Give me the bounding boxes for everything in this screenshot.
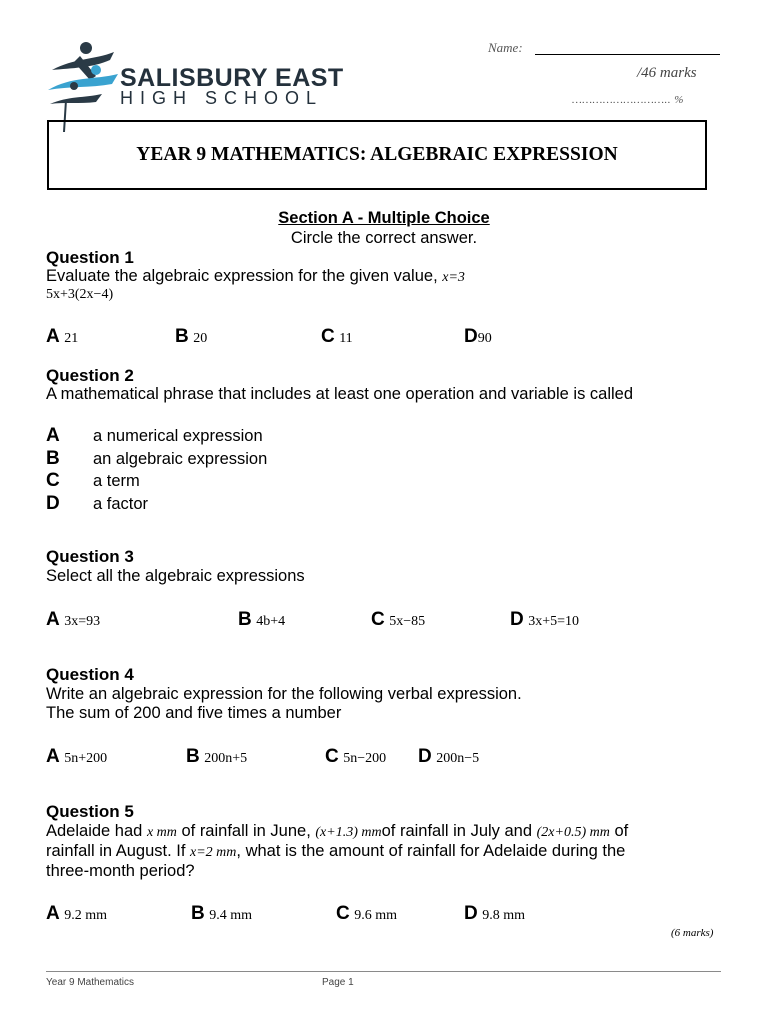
option-letter: C [371,609,385,630]
question-4-text-line2: The sum of 200 and five times a number [46,704,342,722]
q5-math: x=2 mm [190,845,237,860]
q4-option-c[interactable] [325,746,386,768]
q5-math: (x+1.3) mm [315,825,382,840]
question-5-title: Question 5 [46,802,134,821]
q4-option-a[interactable] [46,746,107,768]
title-box [47,120,707,190]
option-letter: D [464,326,478,347]
q2-option-b-letter[interactable]: B [46,448,60,469]
question-4-text-line1: Write an algebraic expression for the following verbal expression. [46,685,522,703]
question-1-expression: 5x+3(2x−4) [46,287,114,302]
option-value: 9.6 mm [354,908,397,923]
q5-text: , what is the amount of rainfall for Adelaide during the [236,842,626,860]
q5-math: x mm [146,825,177,840]
q3-option-a[interactable] [46,609,100,631]
q5-option-d[interactable] [464,903,525,925]
option-letter: C [336,903,350,924]
q2-option-a-text[interactable]: a numerical expression [93,427,263,445]
question-4-title: Question 4 [46,665,134,684]
option-letter: D [464,903,478,924]
option-value: 200n−5 [436,751,480,766]
q1-option-a[interactable] [46,326,78,348]
option-value: 11 [339,331,353,346]
option-letter: B [186,746,200,767]
q3-option-b[interactable] [238,609,285,631]
option-letter: D [418,746,432,767]
question-2-title: Question 2 [46,366,134,385]
q1-option-d[interactable] [464,326,492,348]
q2-option-b-text[interactable]: an algebraic expression [93,450,268,468]
section-instruction: Circle the correct answer. [290,229,478,247]
question-3-title: Question 3 [46,547,134,566]
q2-option-d-letter[interactable]: D [46,493,60,514]
page-title: YEAR 9 MATHEMATICS: ALGEBRAIC EXPRESSION [136,144,618,165]
school-name-subtitle: HIGH SCHOOL [120,88,324,108]
option-value: 5n+200 [64,751,108,766]
question-1-title: Question 1 [46,248,134,267]
option-value: 9.4 mm [209,908,252,923]
option-value: 9.2 mm [64,908,107,923]
section-heading: Section A - Multiple Choice [278,209,490,227]
q3-option-c[interactable] [371,609,425,631]
percent-field: ……………………….. % [572,94,684,106]
q4-option-b[interactable] [186,746,247,768]
option-value: 3x=93 [64,614,101,629]
option-value: 3x+5=10 [528,614,579,629]
q3-option-d[interactable] [510,609,579,631]
option-letter: A [46,903,60,924]
footer-course: Year 9 Mathematics [46,977,135,988]
q4-option-d[interactable] [418,746,479,768]
option-letter: B [238,609,252,630]
q2-option-c-letter[interactable]: C [46,470,60,491]
question-3-text: Select all the algebraic expressions [46,567,305,585]
option-value: 200n+5 [204,751,248,766]
question-5-text-line2 [46,842,625,861]
option-letter: C [321,326,335,347]
option-value: 9.8 mm [482,908,525,923]
q5-option-c[interactable] [336,903,397,925]
q5-text: of rainfall in June, [181,822,311,840]
question-5-text-line1 [46,822,628,841]
q5-text: Adelaide had [46,822,143,840]
option-letter: D [510,609,524,630]
option-letter: A [46,609,60,630]
name-label: Name: [488,40,523,55]
q5-option-b[interactable] [191,903,252,925]
q2-option-c-text[interactable]: a term [93,472,140,490]
option-value: 21 [64,331,79,346]
option-letter: B [191,903,205,924]
question-2-text: A mathematical phrase that includes at least one operation and variable is called [46,385,634,403]
q5-text: of rainfall in July and [381,822,533,840]
q5-text: rainfall in August. If [46,842,186,860]
question-1-prompt: Evaluate the algebraic expression for the given value, [46,267,438,285]
school-name: SALISBURY EAST [120,64,344,92]
q5-math: (2x+0.5) mm [536,825,610,840]
q5-option-a[interactable] [46,903,107,925]
question-1-text [46,267,465,286]
option-letter: B [175,326,189,347]
total-marks: /46 marks [637,65,697,81]
option-letter: C [325,746,339,767]
footer-divider [46,971,721,972]
question-1-given: x=3 [442,270,465,285]
name-field-line[interactable] [535,54,720,55]
option-value: 5x−85 [389,614,426,629]
option-letter: A [46,746,60,767]
q1-option-c[interactable] [321,326,353,348]
option-value: 4b+4 [256,614,286,629]
question-5-text-line3: three-month period? [46,862,195,880]
footer-page-number: Page 1 [322,977,354,988]
q1-option-b[interactable] [175,326,207,348]
option-value: 5n−200 [343,751,387,766]
marks-note: (6 marks) [671,927,714,939]
q5-text: of [614,822,629,840]
option-value: 90 [477,331,492,346]
q2-option-a-letter[interactable]: A [46,425,60,446]
option-value: 20 [193,331,208,346]
q2-option-d-text[interactable]: a factor [93,495,149,513]
option-letter: A [46,326,60,347]
